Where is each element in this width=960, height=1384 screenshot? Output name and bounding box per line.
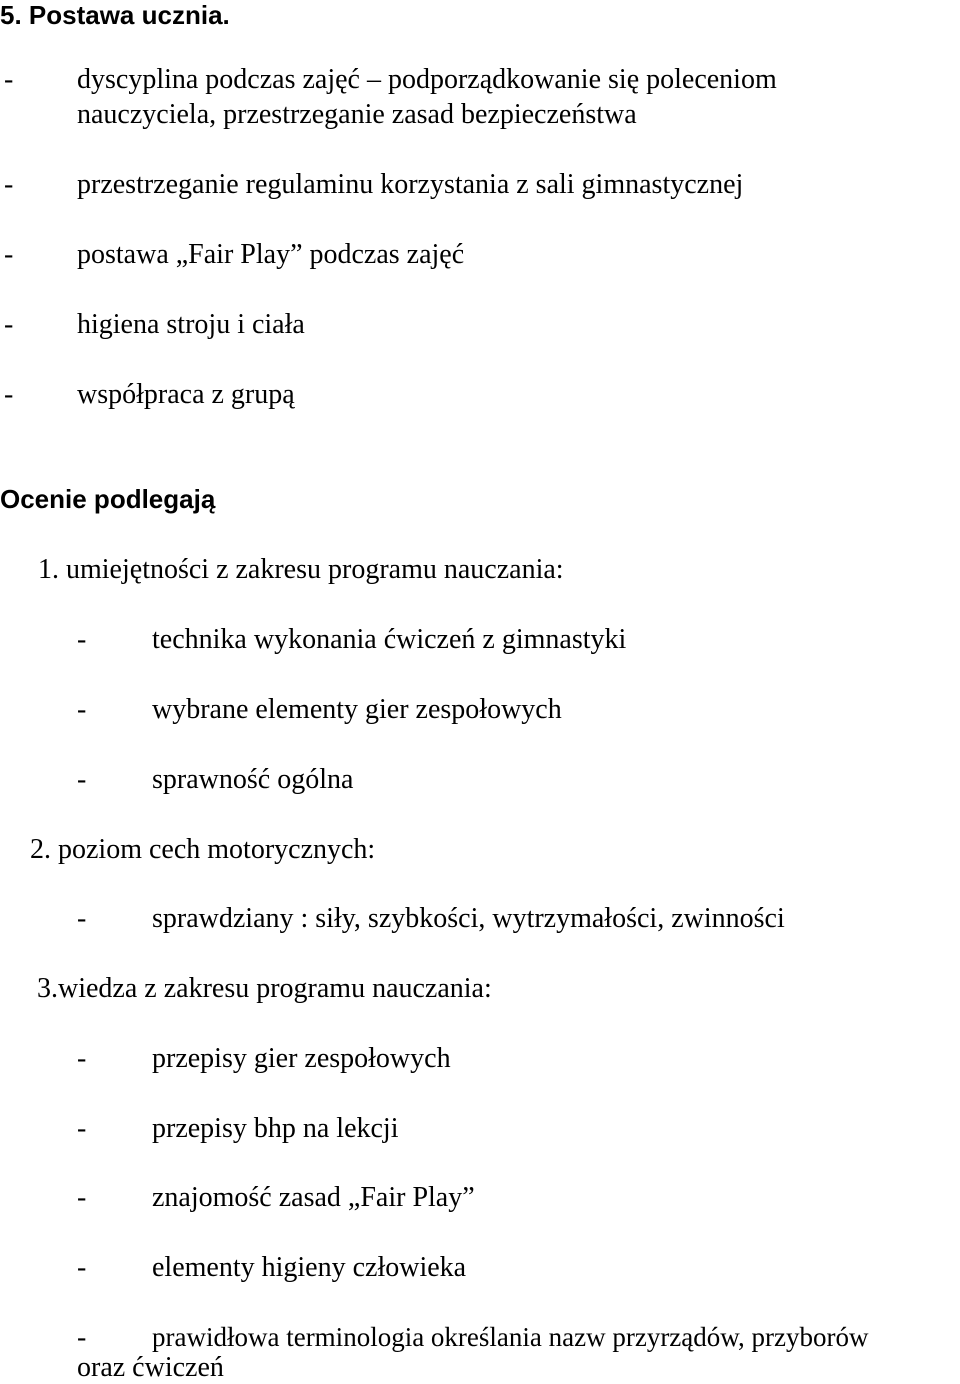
list-item-text: dyscyplina podczas zajęć – podporządkowanie się poleceniom [77, 64, 777, 95]
list-item-text: higiena stroju i ciała [77, 309, 305, 340]
list-dash: - [77, 1322, 87, 1353]
list-item-text: technika wykonania ćwiczeń z gimnastyki [152, 624, 627, 655]
list-item-text: przestrzeganie regulaminu korzystania z sali gimnastycznej [77, 169, 744, 200]
grading-heading: Ocenie podlegają [0, 484, 216, 514]
list-item-text-continued: nauczyciela, przestrzeganie zasad bezpieczeństwa [77, 99, 637, 130]
list-item-text: przepisy gier zespołowych [152, 1043, 451, 1074]
list-item-text: sprawność ogólna [152, 764, 354, 795]
list-dash: - [77, 1043, 87, 1074]
list-dash: - [4, 64, 14, 95]
list-item-text: znajomość zasad „Fair Play” [152, 1182, 475, 1213]
list-item-text: przepisy bhp na lekcji [152, 1113, 399, 1144]
list-item-text: elementy higieny człowieka [152, 1252, 467, 1283]
list-item-text: współpraca z grupą [77, 379, 295, 410]
list-dash: - [4, 379, 14, 410]
list-dash: - [77, 694, 87, 725]
group-title: 2. poziom cech motorycznych: [30, 834, 376, 865]
list-dash: - [4, 169, 14, 200]
list-item-text: prawidłowa terminologia określania nazw przyrządów, przyborów [152, 1322, 869, 1352]
list-dash: - [77, 1252, 87, 1283]
list-dash: - [77, 903, 87, 934]
list-dash: - [77, 764, 87, 795]
group-title: 1. umiejętności z zakresu programu nauczania: [38, 554, 564, 585]
list-item-text: wybrane elementy gier zespołowych [152, 694, 562, 725]
list-dash: - [4, 239, 14, 270]
list-item-text-continued: oraz ćwiczeń [77, 1352, 224, 1383]
list-item-text: postawa „Fair Play” podczas zajęć [77, 239, 465, 270]
section-heading: 5. Postawa ucznia. [0, 0, 230, 30]
list-dash: - [77, 624, 87, 655]
group-title: 3.wiedza z zakresu programu nauczania: [37, 973, 492, 1004]
list-dash: - [77, 1113, 87, 1144]
list-dash: - [4, 309, 14, 340]
list-dash: - [77, 1182, 87, 1213]
list-item-text: sprawdziany : siły, szybkości, wytrzymałości, zwinności [152, 903, 785, 934]
